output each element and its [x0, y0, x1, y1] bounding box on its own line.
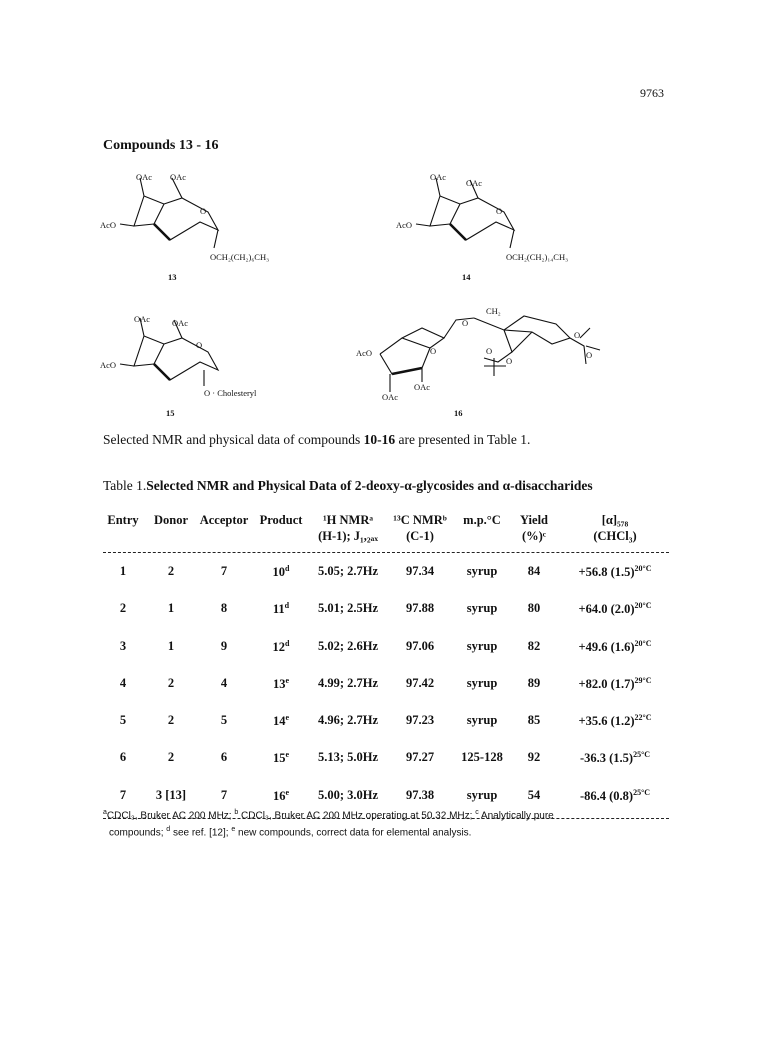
header-entry: Entry	[107, 513, 139, 527]
cell-acceptor: 9	[220, 638, 228, 653]
cell-mp: syrup	[466, 675, 498, 690]
label: O	[506, 356, 513, 366]
cell-acceptor: 7	[220, 564, 228, 578]
cell-donor: 3 [13]	[155, 787, 187, 802]
cell-c-nmr: 97.34	[405, 564, 435, 578]
cell-c-nmr: 97.38	[405, 787, 435, 802]
table-row	[103, 702, 669, 739]
cell-entry: 5	[119, 713, 127, 728]
cell-yield: 80	[527, 601, 541, 616]
cell-yield: 84	[527, 564, 541, 578]
cell-mp: syrup	[466, 638, 498, 653]
cell-acceptor: 6	[220, 750, 228, 765]
label: AcO	[396, 220, 413, 230]
cell-c-nmr: 97.88	[405, 601, 435, 616]
table-header-row	[103, 512, 669, 552]
label: AcO	[100, 360, 117, 370]
header-mp: m.p.°C	[463, 513, 501, 527]
cell-mp: 125-128	[461, 750, 503, 765]
cell-rotation: -86.4 $(0.8)^{25^\circ C}$	[579, 787, 651, 803]
cell-product: 14e	[272, 713, 290, 729]
label: O	[496, 206, 503, 216]
summary-sentence: Selected NMR and physical data of compounds 10-16 are presented in Table 1.	[103, 432, 531, 447]
cell-yield: 54	[527, 787, 541, 802]
structure-16	[356, 306, 600, 418]
header-yield: Yield (%)ᶜ	[519, 513, 548, 543]
header-h-nmr: ¹H NMRᵃ (H-1); J₁,₂ₐₓ	[318, 513, 378, 543]
substituent-label: OCH₂(CH₂)₆CH₃	[210, 252, 270, 262]
cell-donor: 2	[167, 564, 175, 578]
cell-entry: 3	[119, 638, 127, 653]
cell-c-nmr: 97.42	[405, 675, 435, 690]
structure-14	[396, 172, 568, 282]
cell-donor: 2	[167, 750, 175, 765]
cell-acceptor: 7	[220, 787, 228, 802]
cell-donor: 2	[167, 713, 175, 728]
compound-number: 14	[462, 272, 471, 282]
cell-c-nmr: 97.23	[405, 713, 435, 728]
cell-c-nmr: 97.06	[405, 638, 435, 653]
compound-number: 13	[168, 272, 177, 282]
structure-15	[100, 314, 257, 418]
cell-donor: 1	[167, 601, 175, 616]
label: OAc	[414, 382, 431, 392]
substituent-label: OCH₂(CH₂)₁₄CH₃	[506, 252, 569, 262]
cell-acceptor: 5	[220, 713, 228, 728]
substituent-label: O · Cholesteryl	[204, 388, 257, 398]
label: AcO	[356, 348, 373, 358]
cell-mp: syrup	[466, 564, 498, 578]
label: O	[586, 350, 593, 360]
label: OAc	[134, 314, 151, 324]
cell-h-nmr: 5.01; 2.5Hz	[317, 601, 379, 616]
cell-rotation: +49.6 $(1.6)^{20^\circ C}$	[578, 638, 652, 654]
cell-rotation: +82.0 $(1.7)^{29^\circ C}$	[578, 675, 652, 692]
cell-yield: 82	[527, 638, 541, 653]
section-heading: Compounds 13 - 16	[103, 138, 219, 153]
header-rotation: [α]₅₇₈ (CHCl₃)	[593, 513, 637, 543]
label: O	[462, 318, 469, 328]
cell-rotation: +56.8 $(1.5)^{20^\circ C}$	[578, 564, 652, 580]
cell-donor: 2	[167, 675, 175, 690]
cell-product: 16e	[272, 787, 290, 803]
cell-yield: 92	[527, 750, 541, 765]
data-table	[103, 512, 669, 819]
cell-entry: 6	[119, 750, 127, 765]
cell-mp: syrup	[466, 787, 498, 802]
label: O	[486, 346, 493, 356]
cell-entry: 4	[119, 675, 127, 690]
cell-entry: 1	[119, 564, 127, 578]
cell-h-nmr: 5.05; 2.7Hz	[317, 564, 379, 578]
label: O	[196, 340, 203, 350]
cell-product: 10$^d$	[272, 564, 290, 580]
page-number: 9763	[640, 86, 664, 100]
table-footnotes: $^a$CDCl₃, Bruker AC 200 MHz; $^b$ CDCl₃, Bruker AC 200 MHz operating at 50.32 MHz; $^c$ Analytically pure compounds; $^d$ see ref. [12]; $^e$ new compounds, correct data for elemental analysis.	[103, 809, 554, 839]
cell-h-nmr: 4.96; 2.7Hz	[317, 713, 379, 728]
structure-13	[100, 172, 269, 282]
cell-acceptor: 8	[220, 601, 228, 616]
cell-rotation: +64.0 $(2.0)^{20^\circ C}$	[578, 601, 652, 617]
cell-product: 13e	[272, 675, 290, 692]
cell-donor: 1	[167, 638, 175, 653]
cell-rotation: -36.3 $(1.5)^{25^\circ C}$	[579, 750, 651, 766]
label: OAc	[382, 392, 399, 402]
label: O	[430, 346, 437, 356]
cell-rotation: +35.6 $(1.2)^{22^\circ C}$	[578, 713, 652, 729]
header-acceptor: Acceptor	[199, 513, 249, 527]
cell-yield: 89	[527, 675, 541, 690]
label: OAc	[430, 172, 447, 182]
cell-acceptor: 4	[220, 675, 228, 690]
cell-c-nmr: 97.27	[405, 750, 435, 765]
cell-product: 11$^d$	[272, 601, 290, 617]
header-donor: Donor	[153, 513, 189, 527]
cell-h-nmr: 4.99; 2.7Hz	[317, 675, 379, 690]
label: CH₂	[486, 306, 501, 316]
compound-number: 15	[166, 408, 175, 418]
table-row	[103, 553, 669, 590]
compound-number: 16	[454, 408, 463, 418]
cell-h-nmr: 5.00; 3.0Hz	[317, 787, 379, 802]
cell-mp: syrup	[466, 601, 498, 616]
label: O	[574, 330, 581, 340]
table-row	[103, 628, 669, 665]
cell-h-nmr: 5.13; 5.0Hz	[317, 750, 379, 765]
structure-figure	[100, 168, 660, 430]
table-body	[103, 553, 669, 814]
label: OAc	[172, 318, 189, 328]
cell-product: 15e	[272, 750, 290, 766]
header-product: Product	[259, 513, 303, 527]
cell-mp: syrup	[466, 713, 498, 728]
cell-entry: 2	[119, 601, 127, 616]
table-row	[103, 665, 669, 702]
table-row	[103, 590, 669, 627]
table-row	[103, 739, 669, 776]
label: OAc	[466, 178, 483, 188]
cell-product: 12$^d$	[272, 638, 290, 654]
header-c-nmr: ¹³C NMRᵇ (C-1)	[393, 513, 447, 543]
cell-entry: 7	[119, 787, 127, 802]
cell-yield: 85	[527, 713, 541, 728]
label: O	[200, 206, 207, 216]
label: OAc	[136, 172, 153, 182]
label: AcO	[100, 220, 117, 230]
table-caption: Table 1.Selected NMR and Physical Data of 2-deoxy-α-glycosides and α-disaccharides	[103, 478, 593, 493]
cell-h-nmr: 5.02; 2.6Hz	[317, 638, 379, 653]
label: OAc	[170, 172, 187, 182]
